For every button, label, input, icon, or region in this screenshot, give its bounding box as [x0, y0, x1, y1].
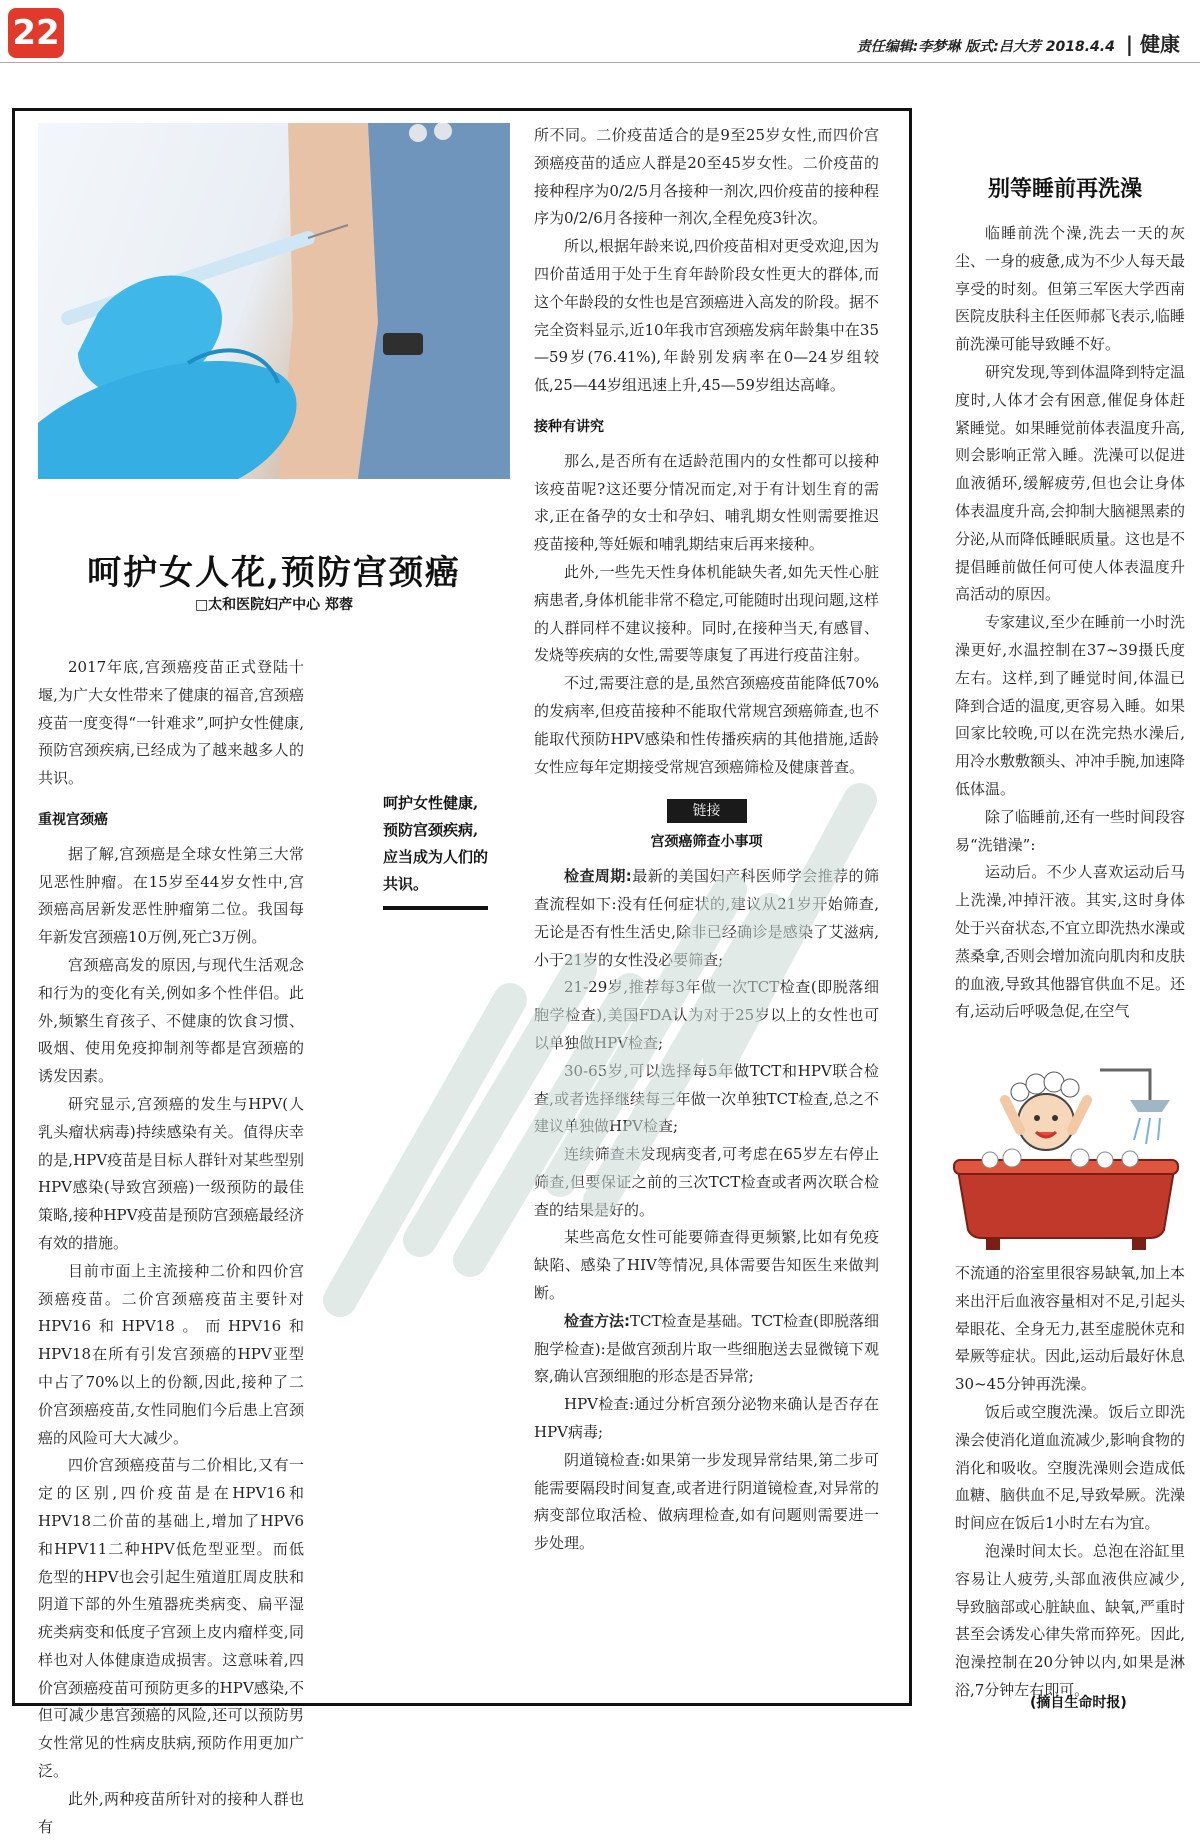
article-paragraph: 四价宫颈癌疫苗与二价相比,又有一定的区别,四价疫苗是在HPV16和HPV18二价苗的基础上,增加了HPV6和HPV11二种HPV低危型亚型。而低危型的HPV也会引起生殖道肛周皮肤和阴道下部的外生殖器疣类病变、扁平湿疣类病变和低度子宫颈上皮内瘤样变,同样也对人体健康造成损害。这意味着,四价宫颈癌疫苗可预防更多的HPV感染,不但可减少患宫颈癌的风险,还可以预防男女性常见的性病皮肤病,预防作用更加广泛。 — [38, 1456, 304, 1781]
screening-item: 阴道镜检查:如果第一步发现异常结果,第二步可能需要隔段时间复查,或者进行阴道镜检查,对异常的病变部位取活检、做病理检查,如有问题则需要进一步处理。 — [534, 1450, 879, 1553]
article-paragraph: 研究显示,宫颈癌的发生与HPV(人乳头瘤状病毒)持续感染有关。值得庆幸的是,HPV疫苗是目标人群针对某些型别HPV感染(导致宫颈癌)一级预防的最佳策略,接种HPV疫苗是预防宫颈癌最经济有效的措施。 — [38, 1094, 304, 1252]
subheading-importance: 重视宫颈癌 — [38, 811, 108, 828]
article-headline: 呵护女人花,预防宫颈癌 — [87, 553, 461, 593]
article-column-2 — [534, 122, 879, 1558]
sidebar-paragraph: 临睡前洗个澡,洗去一天的灰尘、一身的疲惫,成为不少人每天最享受的时刻。但第三军医大学西南医院皮肤科主任医师郝飞表示,临睡前洗澡可能导致睡不好。 — [955, 224, 1185, 354]
sidebar-column-bottom — [955, 1260, 1185, 1705]
article-paragraph: 那么,是否所有在适龄范围内的女性都可以接种该疫苗呢?这还要分情况而定,对于有计划生育的需求,正在备孕的女士和孕妇、哺乳期女性则需要推迟疫苗接种,等妊娠和哺乳期结束后再来接种。 — [534, 451, 879, 554]
sidebar-paragraph: 泡澡时间太长。总泡在浴缸里容易让人疲劳,头部血液供应减少,导致脑部或心脏缺血、缺氧,严重时甚至会诱发心律失常而猝死。因此,泡澡控制在20分钟以内,如果是淋浴,7分钟左右即可。 — [955, 1541, 1185, 1699]
screening-item: 21-29岁,推荐每3年做一次TCT检查(即脱落细胞学检查),美国FDA认为对于25岁以上的女性也可以单独做HPV检查; — [534, 978, 879, 1052]
screening-item: 检查方法:TCT检查是基础。TCT检查(即脱落细胞学检查):是做宫颈刮片取一些细胞送去显微镜下观察,确认宫颈细胞的形态是否异常; — [534, 1311, 880, 1386]
screening-box-title: 宫颈癌筛查小事项 — [650, 834, 763, 851]
pull-quote: 呵护女性健康,预防宫颈疾病,应当成为人们的共识。 — [383, 790, 488, 910]
article-byline: □太和医院妇产中心 郑蓉 — [194, 597, 354, 613]
sidebar-paragraph: 研究发现,等到体温降到特定温度时,人体才会有困意,催促身体赶紧睡觉。如果睡觉前体表温度升高,则会影响正常入睡。洗澡可以促进血液循环,缓解疲劳,但也会让身体体表温度升高,会抑制大脑褪黑素的分泌,从而降低睡眠质量。这也是不提倡睡前做任何可使人体表温度升高活动的原因。 — [955, 362, 1185, 604]
sidebar-source: (摘自生命时报) — [1030, 1695, 1127, 1711]
article-intro: 2017年底,宫颈癌疫苗正式登陆十堰,为广大女性带来了健康的福音,宫颈癌疫苗一度变得“一针难求”,呵护女性健康,预防宫颈疾病,已经成为了越来越多人的共识。 — [38, 658, 304, 788]
editor-credits: 责任编辑:李梦琳 版式:吕大芳 2018.4.4 — [856, 39, 1115, 55]
article-paragraph: 此外,一些先天性身体机能缺失者,如先天性心脏病患者,身体机能非常不稳定,可能随时出现问题,这样的人群同样不建议接种。同时,在接种当天,有感冒、发烧等疾病的女性,需要等康复了再进行疫苗注射。 — [534, 562, 879, 665]
article-paragraph: 据了解,宫颈癌是全球女性第三大常见恶性肿瘤。在15岁至44岁女性中,宫颈癌高居新发恶性肿瘤第二位。我国每年新发宫颈癌10万例,死亡3万例。 — [38, 844, 304, 947]
sidebar-paragraph: 饭后或空腹洗澡。饭后立即洗澡会使消化道血流减少,影响食物的消化和吸收。空腹洗澡则会造成低血糖、脑供血不足,导致晕厥。洗澡时间应在饭后1小时左右为宜。 — [955, 1402, 1185, 1533]
article-paragraph: 不过,需要注意的是,虽然宫颈癌疫苗能降低70%的发病率,但疫苗接种不能取代常规宫颈癌筛查,也不能取代预防HPV感染和性传播疾病的其他措施,适龄女性应每年定期接受常规宫颈癌筛检及健康普查。 — [534, 674, 879, 776]
bath-cartoon-illustration — [950, 1060, 1182, 1252]
page-number: 22 — [8, 8, 64, 58]
article-paragraph: 所以,根据年龄来说,四价疫苗相对更受欢迎,因为四价苗适用于处于生育年龄阶段女性更大的群体,而这个年龄段的女性也是宫颈癌进入高发的阶段。据不完全资料显示,近10年我市宫颈癌发病年龄集中在35—59岁(76.41%),年龄别发病率在0—24岁组较低,25—44岁组迅速上升,45—59岁组达高峰。 — [534, 237, 880, 395]
sidebar-paragraph: 不流通的浴室里很容易缺氧,加上本来出汗后血液容量相对不足,引起头晕眼花、全身无力,甚至虚脱休克和晕厥等症状。因此,运动后最好休息30~45分钟再洗澡。 — [955, 1264, 1185, 1394]
sidebar-column-top — [955, 220, 1185, 1026]
screening-item: 30-65岁,可以选择每5年做TCT和HPV联合检查,或者选择继续每三年做一次单独TCT检查,总之不建议单独做HPV检查; — [534, 1061, 879, 1136]
sidebar-paragraph: 运动后。不少人喜欢运动后马上洗澡,冲掉汗液。其实,这时身体处于兴奋状态,不宜立即洗热水澡或蒸桑拿,否则会增加流向肌肉和皮肤的血液,导致其他器官供血不足。还有,运动后呼吸急促,在空气 — [955, 863, 1185, 1021]
sidebar-paragraph: 专家建议,至少在睡前一小时洗澡更好,水温控制在37~39摄氏度左右。这样,到了睡觉时间,体温已降到合适的温度,更容易入睡。如果回家比较晚,可以在洗完热水澡后,用冷水敷敷额头、冲冲手腕,加速降低体温。 — [955, 613, 1185, 798]
link-tag: 链接 — [667, 799, 747, 823]
sidebar-paragraph: 除了临睡前,还有一些时间段容易“洗错澡”: — [955, 807, 1185, 854]
screening-item: 连续筛查未发现病变者,可考虑在65岁左右停止筛查,但要保证之前的三次TCT检查或者两次联合检查的结果是好的。 — [534, 1145, 879, 1219]
article-paragraph: 此外,两种疫苗所针对的接种人群也有 — [38, 1789, 304, 1836]
article-paragraph: 目前市面上主流接种二价和四价宫颈癌疫苗。二价宫颈癌疫苗主要针对HPV16和HPV18。而HPV16和HPV18在所有引发宫颈癌的HPV亚型中占了70%以上的份额,因此,接种了二价宫颈癌疫苗,女性同胞们今后患上宫颈癌的风险可大大减少。 — [38, 1261, 304, 1447]
screening-item: HPV检查:通过分析宫颈分泌物来确认是否存在HPV病毒; — [534, 1395, 879, 1442]
article-paragraph: 宫颈癌高发的原因,与现代生活观念和行为的变化有关,例如多个性伴侣。此外,频繁生育孩子、不健康的饮食习惯、吸烟、使用免疫抑制剂等都是宫颈癌的诱发因素。 — [38, 955, 304, 1086]
screening-item: 检查周期:最新的美国妇产科医师学会推荐的筛查流程如下:没有任何症状的,建议从21岁开始筛查,无论是否有性生活史,除非已经确诊是感染了艾滋病,小于21岁的女性没必要筛查; — [534, 867, 879, 969]
section-name: | 健康 — [1125, 32, 1180, 56]
article-column-1 — [38, 654, 304, 1841]
article-paragraph: 所不同。二价疫苗适合的是9至25岁女性,而四价宫颈癌疫苗的适应人群是20至45岁女性。二价疫苗的接种程序为0/2/5月各接种一剂次,四价疫苗的接种程序为0/2/6月各接种一剂次,全程免疫3针次。 — [534, 126, 879, 228]
header-rule — [0, 62, 1200, 63]
vaccine-injection-photo — [38, 123, 510, 479]
screening-item: 某些高危女性可能要筛查得更频繁,比如有免疫缺陷、感染了HIV等情况,具体需要告知医生来做判断。 — [534, 1228, 879, 1303]
subheading-vaccination: 接种有讲究 — [534, 418, 604, 435]
running-header — [857, 28, 1180, 57]
sidebar-title: 别等睡前再洗澡 — [987, 176, 1142, 202]
